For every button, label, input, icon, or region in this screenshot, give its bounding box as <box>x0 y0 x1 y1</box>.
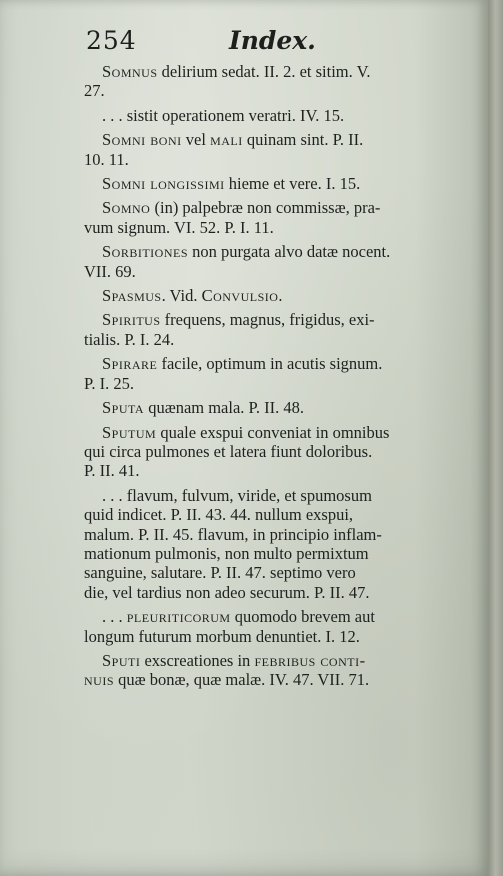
index-line <box>84 174 462 193</box>
index-line <box>84 218 462 237</box>
index-text: tialis. P. I. 24. <box>84 329 175 349</box>
index-line <box>84 627 462 646</box>
index-text: malum. P. II. 45. flavum, in principio inflam- <box>84 524 382 544</box>
index-line <box>84 423 462 442</box>
index-line <box>84 442 462 461</box>
index-term: pleuriticorum <box>126 607 231 627</box>
index-text: (in) palpebræ non commissæ, pra- <box>150 198 381 218</box>
index-entry <box>84 62 462 101</box>
index-text: vum signum. VI. 52. P. I. 11. <box>84 217 274 237</box>
index-line <box>84 198 462 217</box>
index-line <box>84 310 462 329</box>
index-text: quid indicet. P. II. 43. 44. nullum exspui, <box>84 505 354 525</box>
index-term: Convulsio <box>201 286 279 306</box>
index-line <box>84 130 462 149</box>
index-line <box>84 150 462 169</box>
page-header <box>86 26 386 60</box>
index-entry <box>84 354 462 393</box>
index-text: hieme et vere. I. 15. <box>224 174 361 194</box>
index-entry <box>84 310 462 349</box>
running-head: Index. <box>229 26 316 55</box>
index-text: VII. 69. <box>84 261 136 281</box>
index-text: non purgata alvo datæ nocent. <box>188 242 391 262</box>
index-text: 10. 11. <box>84 149 129 169</box>
index-line <box>84 62 462 81</box>
index-entry <box>84 286 462 305</box>
index-term: Somnus <box>102 62 158 81</box>
index-entry <box>84 651 462 690</box>
index-line <box>84 398 462 417</box>
index-text: delirium sedat. II. 2. et sitim. V. <box>157 62 371 81</box>
index-term: Sputum <box>102 422 157 442</box>
index-line <box>84 286 462 305</box>
index-term: Sputi <box>102 650 141 670</box>
index-text: quænam mala. P. II. 48. <box>144 398 305 418</box>
index-line <box>84 583 462 602</box>
index-text: . <box>278 286 283 306</box>
index-text: . . . flavum, fulvum, viride, et spumosum <box>102 485 372 505</box>
index-text: . . . <box>102 607 127 627</box>
index-line <box>84 81 462 100</box>
index-entry <box>84 486 462 602</box>
index-text: frequens, magnus, frigidus, exi- <box>160 310 375 330</box>
index-entry <box>84 423 462 481</box>
index-line <box>84 670 462 689</box>
index-text: P. II. 41. <box>84 461 140 481</box>
index-text: quale exspui conveniat in omnibus <box>156 422 390 442</box>
index-entry <box>84 607 462 646</box>
index-term: nuis <box>84 670 115 690</box>
index-term: Sorbitiones <box>102 242 189 262</box>
index-line <box>84 563 462 582</box>
index-line <box>84 486 462 505</box>
index-line <box>84 262 462 281</box>
index-term: febribus conti- <box>254 650 366 670</box>
index-term: mali <box>210 130 243 150</box>
index-term: Somno <box>102 198 151 218</box>
index-entry <box>84 242 462 281</box>
index-term: Spiritus <box>102 310 161 330</box>
index-text: exscreationes in <box>140 650 255 670</box>
index-text: . Vid. <box>161 286 202 306</box>
index-text: sanguine, salutare. P. II. 47. septimo vero <box>84 563 356 583</box>
index-line <box>84 374 462 393</box>
index-entries <box>84 62 462 695</box>
index-text: qui circa pulmones et latera fiunt doloribus. <box>84 441 373 461</box>
index-term: Spasmus <box>102 286 162 306</box>
index-line <box>84 330 462 349</box>
index-line <box>84 525 462 544</box>
index-entry <box>84 174 462 193</box>
index-text: quinam sint. P. II. <box>242 130 364 150</box>
index-text: facile, optimum in acutis signum. <box>157 354 383 374</box>
index-term: Somni longissimi <box>102 174 225 194</box>
index-text: longum futurum morbum denuntiet. I. 12. <box>84 626 360 646</box>
index-text: P. I. 25. <box>84 373 134 393</box>
index-text: die, vel tardius non adeo securum. P. II. 47. <box>84 582 370 602</box>
index-line <box>84 106 462 125</box>
page-edge <box>488 0 503 876</box>
index-line <box>84 461 462 480</box>
index-text: quomodo brevem aut <box>230 607 375 627</box>
index-text: 27. <box>84 81 105 101</box>
index-line <box>84 544 462 563</box>
index-line <box>84 242 462 261</box>
index-entry <box>84 106 462 125</box>
index-line <box>84 607 462 626</box>
index-term: Somni boni <box>102 130 182 150</box>
index-term: Spirare <box>102 354 158 374</box>
index-text: quæ bonæ, quæ malæ. IV. 47. VII. 71. <box>114 670 370 690</box>
index-text: mationum pulmonis, non multo permixtum <box>84 543 369 563</box>
index-line <box>84 354 462 373</box>
index-term: Sputa <box>102 398 145 418</box>
index-line <box>84 651 462 670</box>
page-number: 254 <box>86 26 137 55</box>
index-text: . . . sistit operationem veratri. IV. 15. <box>102 105 345 125</box>
index-entry <box>84 398 462 417</box>
index-text: vel <box>181 130 211 150</box>
index-line <box>84 505 462 524</box>
index-entry <box>84 198 462 237</box>
index-entry <box>84 130 462 169</box>
